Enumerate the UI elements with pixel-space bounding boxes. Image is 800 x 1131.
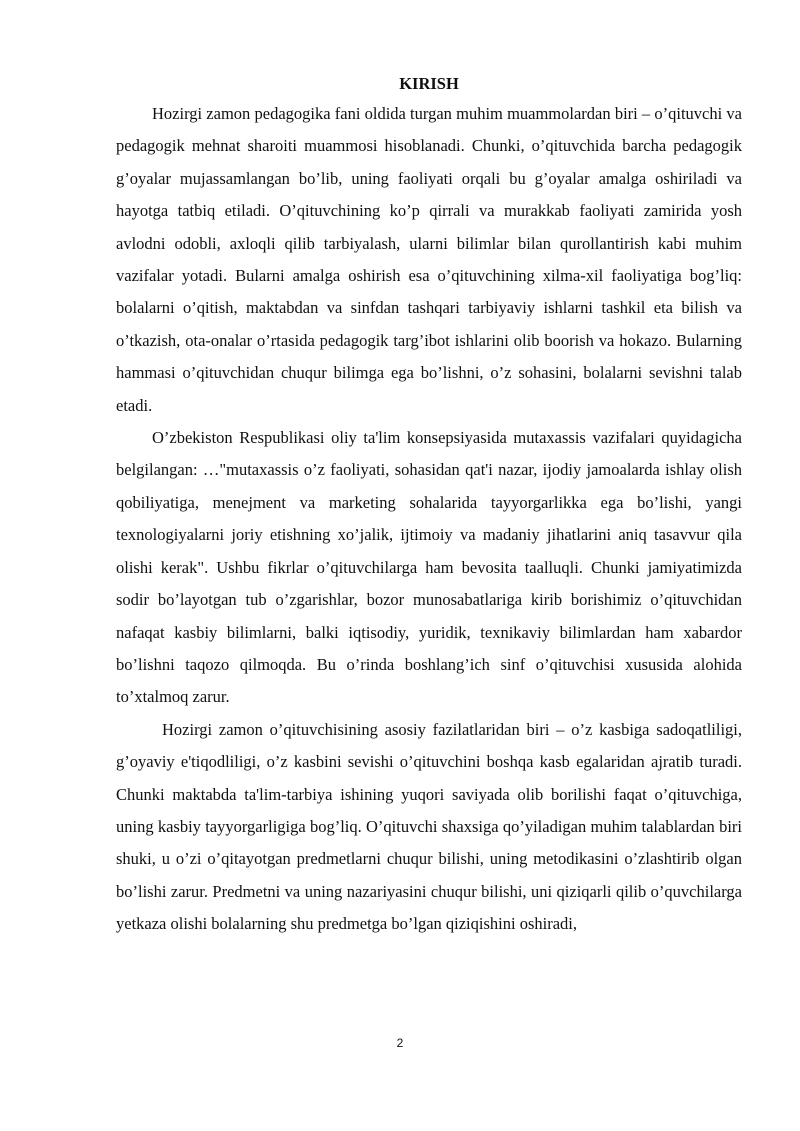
paragraph-2: O’zbekiston Respublikasi oliy ta'lim konsepsiyasida mutaxassis vazifalari quyidagicha belgilangan: …"mutaxassis o’z faoliyati, sohasidan qat'i nazar, ijodiy jamoalarda ishlay olish qobiliyatiga, menejment va marketing sohalarida tayyorgarlikka ega bo’lishi, yangi texnologiyalarni joriy etishning xo’jalik, ijtimoiy va madaniy jihatlarini aniq tasavvur qila olishi kerak". Ushbu fikrlar o’qituvchilarga ham bevosita taalluqli. Chunki jamiyatimizda sodir bo’layotgan tub o’zgarishlar, bozor munosabatlariga kirib borishimiz o’qituvchidan nafaqat kasbiy bilimlarni, balki iqtisodiy, yuridik, texnikaviy bilimlardan ham xabardor bo’lishni taqozo qilmoqda. Bu o’rinda boshlang’ich sinf o’qituvchisi xususida alohida to’xtalmoq zarur. <box>116 428 742 707</box>
section-heading: KIRISH <box>399 74 459 93</box>
page-number: 2 <box>396 1036 404 1050</box>
page-body <box>116 74 742 941</box>
paragraph-1: Hozirgi zamon pedagogika fani oldida turgan muhim muammolardan biri – o’qituvchi va pedagogik mehnat sharoiti muammosi hisoblanadi. Chunki, o’qituvchida barcha pedagogik g’oyalar mujassamlangan bo’lib, uning faoliyati orqali bu g’oyalar amalga oshiriladi va hayotga tatbiq etiladi. O’qituvchining ko’p qirrali va murakkab faoliyati zamirida yosh avlodni odobli, axloqli qilib tarbiyalash, ularni bilimlar bilan qurollantirish kabi muhim vazifalar yotadi. Bularni amalga oshirish esa o’qituvchining xilma-xil faoliyatiga bog’liq: bolalarni o’qitish, maktabdan va sinfdan tashqari tarbiyaviy ishlarni tashkil eta bilish va o’tkazish, ota-onalar o’rtasida pedagogik targ’ibot ishlarini olib boorish va hokazo. Bularning hammasi o’qituvchidan chuqur bilimga ega bo’lishni, o’z sohasini, bolalarni sevishni talab etadi. <box>116 104 742 415</box>
paragraph-3: Hozirgi zamon o’qituvchisining asosiy fazilatlaridan biri – o’z kasbiga sadoqatliligi, g’oyaviy e'tiqodliligi, o’z kasbini sevishi o’qituvchini boshqa kasb egalaridan ajratib turadi. Chunki maktabda ta'lim-tarbiya ishining yuqori saviyada olib borilishi faqat o’qituvchiga, uning kasbiy tayyorgarligiga bog’liq. O’qituvchi shaxsiga qo’yiladigan muhim talablardan biri shuki, u o’zi o’qitayotgan predmetlarni chuqur bilishi, uning metodikasini o’zlashtirib olgan bo’lishi zarur. Predmetni va uning nazariyasini chuqur bilishi, uni qiziqarli qilib o’quvchilarga yetkaza olishi bolalarning shu predmetga bo’lgan qiziqishini oshiradi, <box>116 719 742 934</box>
